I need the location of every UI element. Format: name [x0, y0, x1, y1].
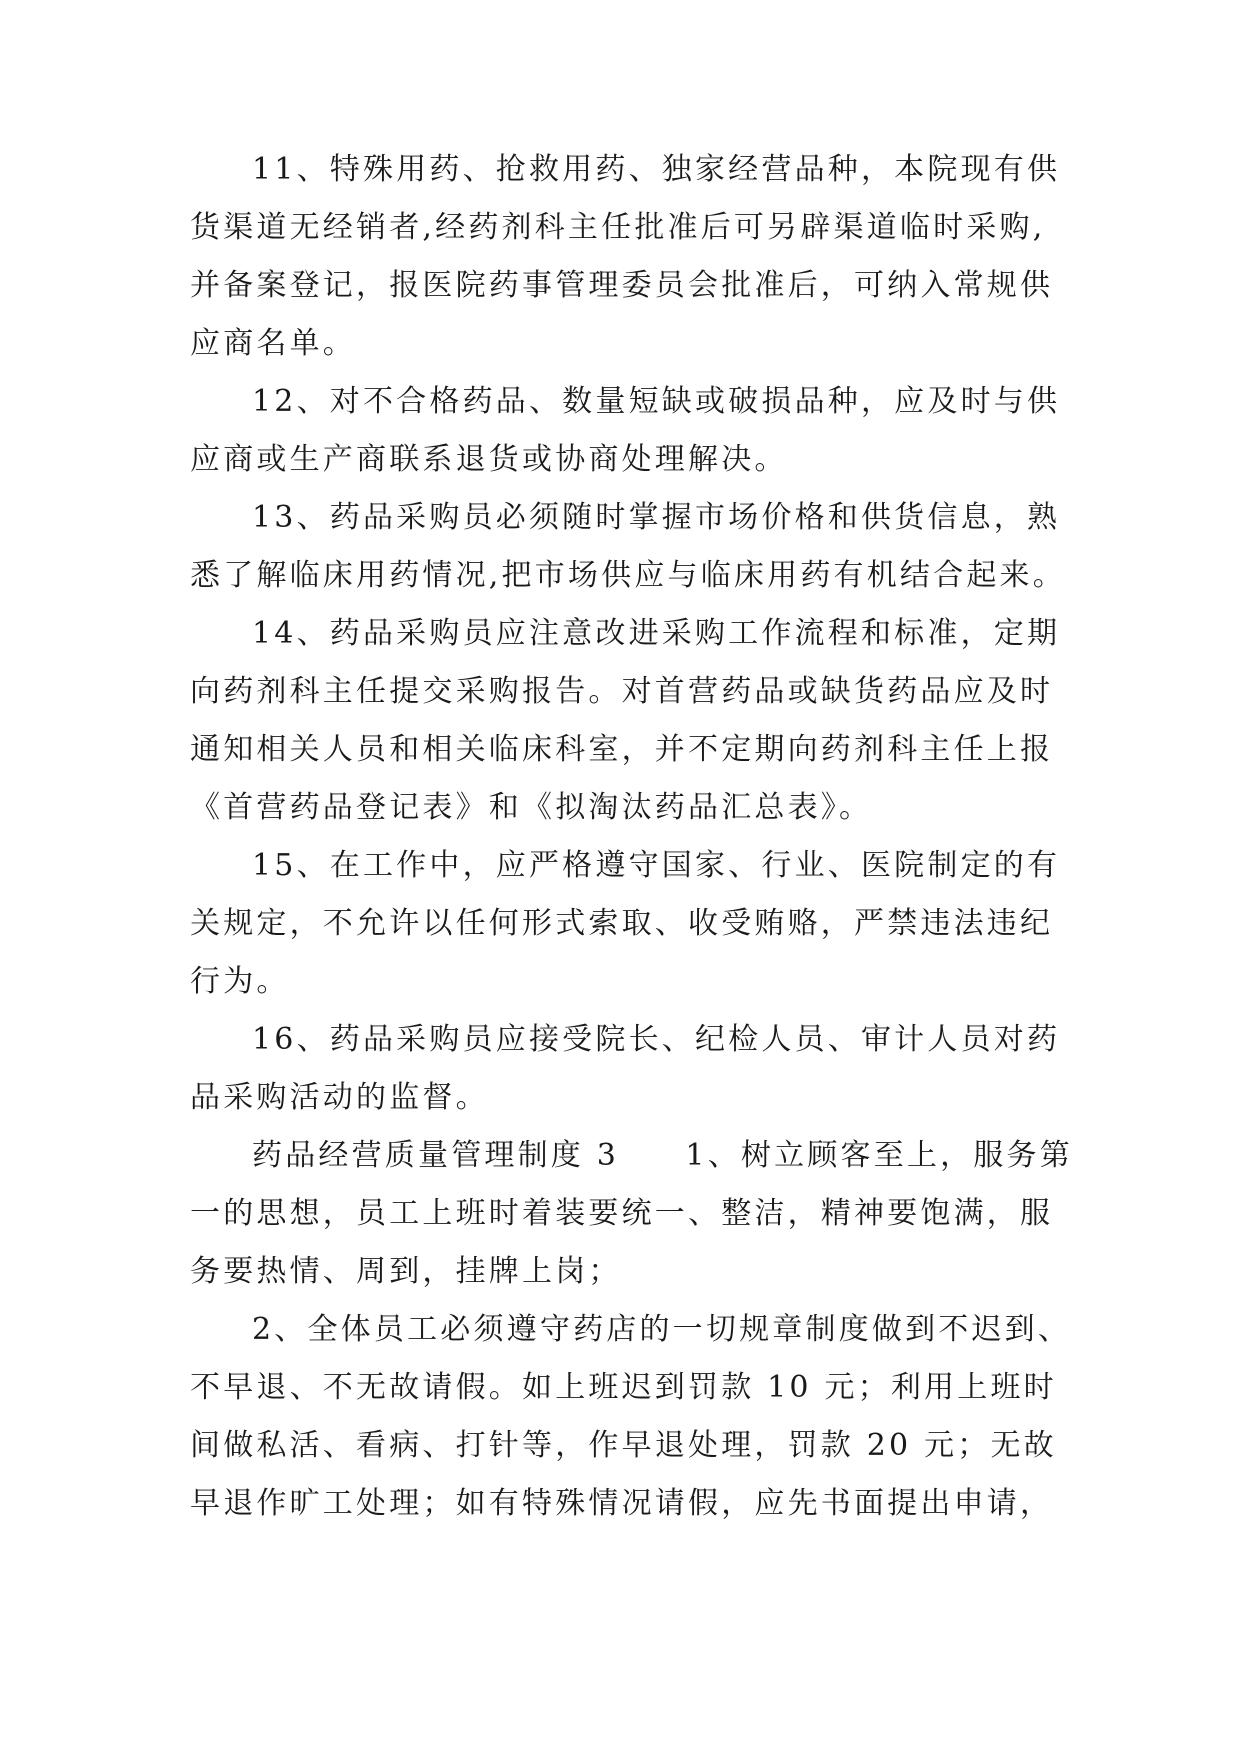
section-3-item-2-line-2: 不早退、不无故请假。如上班迟到罚款 10 元；利用上班时 [190, 1370, 1057, 1405]
paragraph-11-line-4: 应商名单。 [190, 326, 356, 361]
paragraph-15-line-2: 关规定，不允许以任何形式索取、收受贿赂，严禁违法违纪 [190, 906, 1054, 941]
section-3-line-2: 一的思想，员工上班时着装要统一、整洁，精神要饱满，服 [190, 1196, 1054, 1231]
paragraph-13-line-2: 悉了解临床用药情况,把市场供应与临床用药有机结合起来。 [190, 558, 1066, 593]
paragraph-14-line-3: 通知相关人员和相关临床科室，并不定期向药剂科主任上报 [190, 732, 1054, 767]
paragraph-15-line-1: 15、在工作中，应严格遵守国家、行业、医院制定的有 [252, 848, 1061, 883]
section-3-item-2-line-3: 间做私活、看病、打针等，作早退处理，罚款 20 元；无故 [190, 1428, 1057, 1463]
section-3-item-2-line-4: 早退作旷工处理；如有特殊情况请假，应先书面提出申请， [190, 1486, 1054, 1521]
paragraph-11-line-2: 货渠道无经销者,经药剂科主任批准后可另辟渠道临时采购, [190, 210, 1046, 245]
paragraph-11-line-1: 11、特殊用药、抢救用药、独家经营品种，本院现有供 [252, 152, 1061, 187]
section-3-line-1: 药品经营质量管理制度 3 1、树立顾客至上，服务第 [252, 1138, 1073, 1173]
paragraph-16-line-2: 品采购活动的监督。 [190, 1080, 489, 1115]
paragraph-12-line-1: 12、对不合格药品、数量短缺或破损品种，应及时与供 [252, 384, 1061, 419]
paragraph-16-line-1: 16、药品采购员应接受院长、纪检人员、审计人员对药 [252, 1022, 1061, 1057]
paragraph-15-line-3: 行为。 [190, 964, 290, 999]
paragraph-11-line-3: 并备案登记，报医院药事管理委员会批准后，可纳入常规供 [190, 268, 1054, 303]
section-3-line-3: 务要热情、周到，挂牌上岗； [190, 1254, 622, 1289]
paragraph-14-line-1: 14、药品采购员应注意改进采购工作流程和标准，定期 [252, 616, 1061, 651]
section-3-item-2-line-1: 2、全体员工必须遵守药店的一切规章制度做到不迟到、 [252, 1312, 1072, 1347]
paragraph-14-line-4: 《首营药品登记表》和《拟淘汰药品汇总表》。 [190, 790, 873, 825]
paragraph-12-line-2: 应商或生产商联系退货或协商处理解决。 [190, 442, 788, 477]
paragraph-14-line-2: 向药剂科主任提交采购报告。对首营药品或缺货药品应及时 [190, 674, 1054, 709]
paragraph-13-line-1: 13、药品采购员必须随时掌握市场价格和供货信息，熟 [252, 500, 1061, 535]
